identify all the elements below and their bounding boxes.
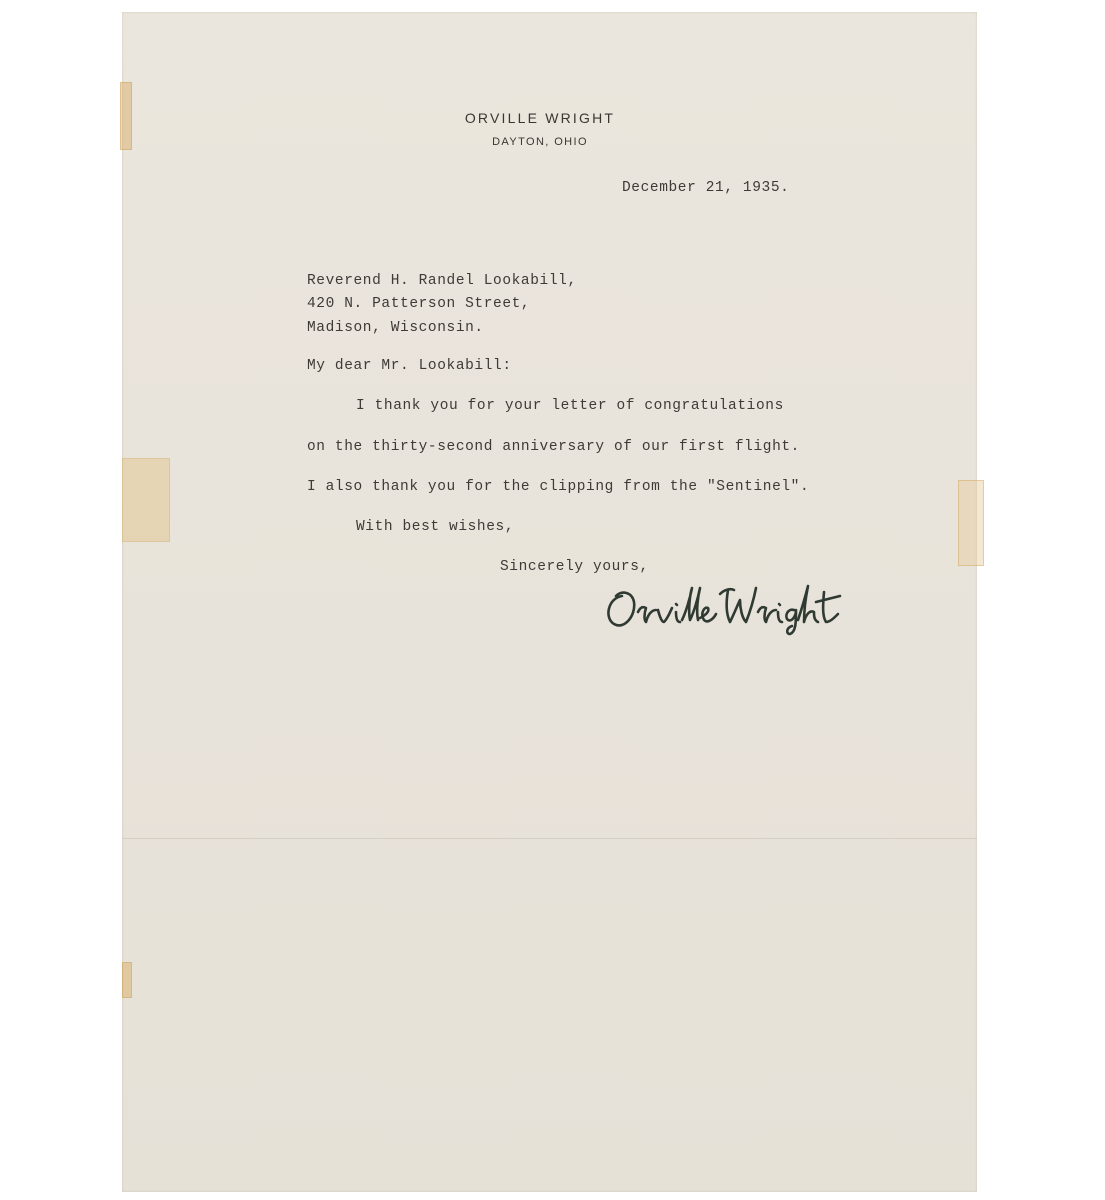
fold-line [122,838,977,839]
tape-residue [122,458,170,542]
letterhead-name: ORVILLE WRIGHT [464,110,616,126]
handwritten-signature [600,578,860,638]
body-line: on the thirty-second anniversary of our first flight. [307,439,800,455]
body-line: I also thank you for the clipping from the "Sentinel". [307,479,810,495]
tape-residue [122,962,132,998]
closing-wishes: With best wishes, [356,519,515,535]
recipient-street: 420 N. Patterson Street, [307,296,531,312]
tape-residue [958,480,984,566]
letter-page [122,12,977,1192]
letter-date: December 21, 1935. [622,180,790,196]
recipient-name: Reverend H. Randel Lookabill, [307,273,577,289]
tape-residue [120,82,132,150]
valediction: Sincerely yours, [500,559,649,575]
salutation: My dear Mr. Lookabill: [307,358,512,374]
letterhead-city: DAYTON, OHIO [492,136,588,148]
body-line: I thank you for your letter of congratulations [356,398,784,414]
recipient-city: Madison, Wisconsin. [307,320,484,336]
